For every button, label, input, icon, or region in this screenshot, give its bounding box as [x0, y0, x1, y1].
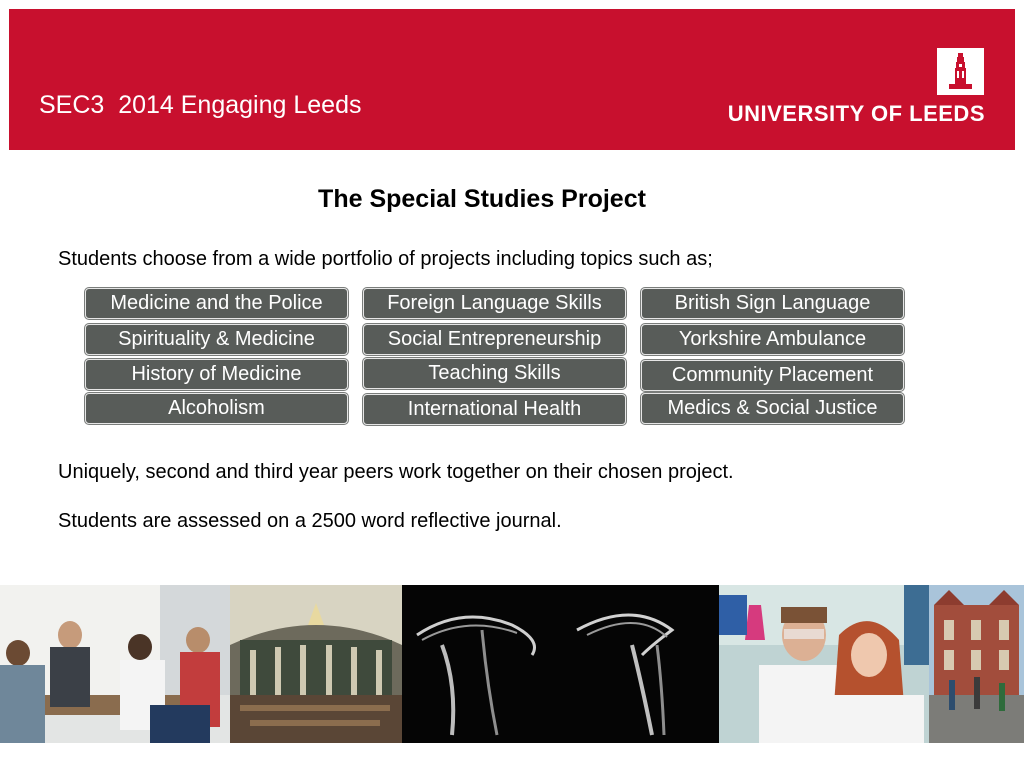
topic-box: Spirituality & Medicine — [85, 324, 348, 355]
topic-box: Teaching Skills — [363, 358, 626, 389]
header-banner — [9, 9, 1015, 150]
parkinson-tower-icon — [937, 48, 984, 95]
photo-strip — [0, 585, 1024, 743]
topic-box: Community Placement — [641, 360, 904, 391]
seminar-photo — [0, 585, 230, 743]
university-logo — [715, 47, 985, 127]
header-title: SEC3 2014 Engaging Leeds — [39, 91, 362, 119]
paragraph-assessment: Students are assessed on a 2500 word reflective journal. — [58, 510, 562, 532]
topic-box: Alcoholism — [85, 393, 348, 424]
dance-photo — [402, 585, 719, 743]
topic-box: Medicine and the Police — [85, 288, 348, 319]
topic-box: British Sign Language — [641, 288, 904, 319]
topic-box: History of Medicine — [85, 359, 348, 390]
topic-box: Medics & Social Justice — [641, 393, 904, 424]
paragraph-peers: Uniquely, second and third year peers work together on their chosen project. — [58, 461, 734, 483]
building-photo — [929, 585, 1024, 743]
topic-box: Yorkshire Ambulance — [641, 324, 904, 355]
topic-box: International Health — [363, 394, 626, 425]
slide-title: The Special Studies Project — [318, 185, 646, 213]
intro-text: Students choose from a wide portfolio of projects including topics such as; — [58, 248, 713, 270]
topic-box: Social Entrepreneurship — [363, 324, 626, 355]
topic-box: Foreign Language Skills — [363, 288, 626, 319]
library-photo — [230, 585, 402, 743]
lab-photo — [719, 585, 929, 743]
university-logo-text: UNIVERSITY OF LEEDS — [727, 101, 985, 126]
